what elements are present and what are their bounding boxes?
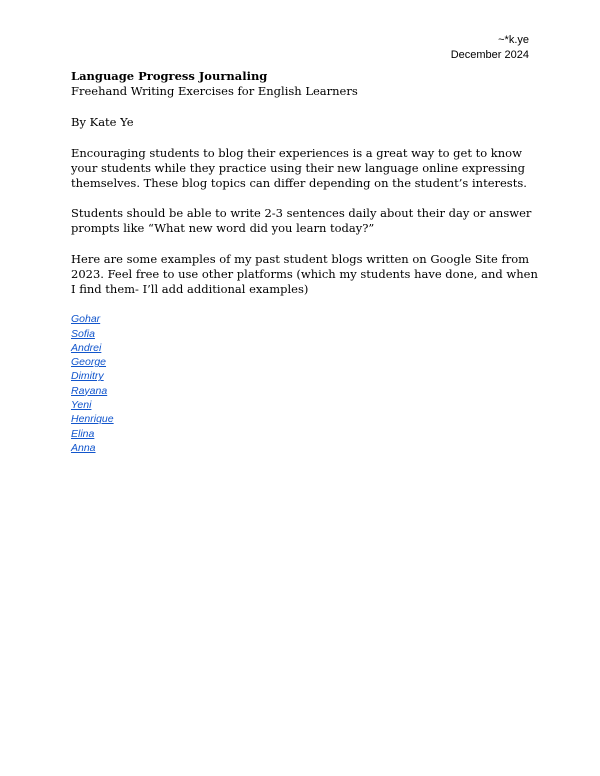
document-title: Language Progress Journaling	[71, 69, 268, 83]
student-link-henrique[interactable]: Henrique	[71, 413, 114, 426]
student-link-george[interactable]: George	[71, 356, 107, 369]
document-header	[451, 33, 529, 63]
paragraph-intro: Encouraging students to blog their experiences is a great way to get to know your students while they practice using their new language online expressing themselves. These blog topics can differ depending on the student’s interests.	[71, 145, 527, 191]
student-link-dimitry[interactable]: Dimitry	[71, 370, 104, 383]
student-link-andrei[interactable]: Andrei	[71, 341, 102, 354]
student-link-yeni[interactable]: Yeni	[71, 399, 92, 412]
signature: ~*k.ye	[498, 34, 529, 46]
student-link-sofia[interactable]: Sofia	[71, 327, 95, 340]
student-link-rayana[interactable]: Rayana	[71, 384, 108, 397]
student-link-elina[interactable]: Elina	[71, 427, 95, 440]
student-link-anna[interactable]: Anna	[71, 441, 96, 454]
paragraph-examples: Here are some examples of my past student blogs written on Google Site from 2023. Feel free to use other platforms (which my students have done, and when I find them- I’ll add additional examples)	[71, 251, 538, 297]
paragraph-instructions: Students should be able to write 2-3 sentences daily about their day or answer prompts like “What new word did you learn today?”	[71, 206, 532, 236]
byline: By Kate Ye	[71, 115, 134, 130]
document-date: December 2024	[450, 49, 529, 61]
document-subtitle: Freehand Writing Exercises for English Learners	[71, 84, 358, 99]
student-link-gohar[interactable]: Gohar	[71, 313, 101, 326]
document-body	[71, 69, 541, 455]
student-blog-links	[71, 312, 541, 455]
